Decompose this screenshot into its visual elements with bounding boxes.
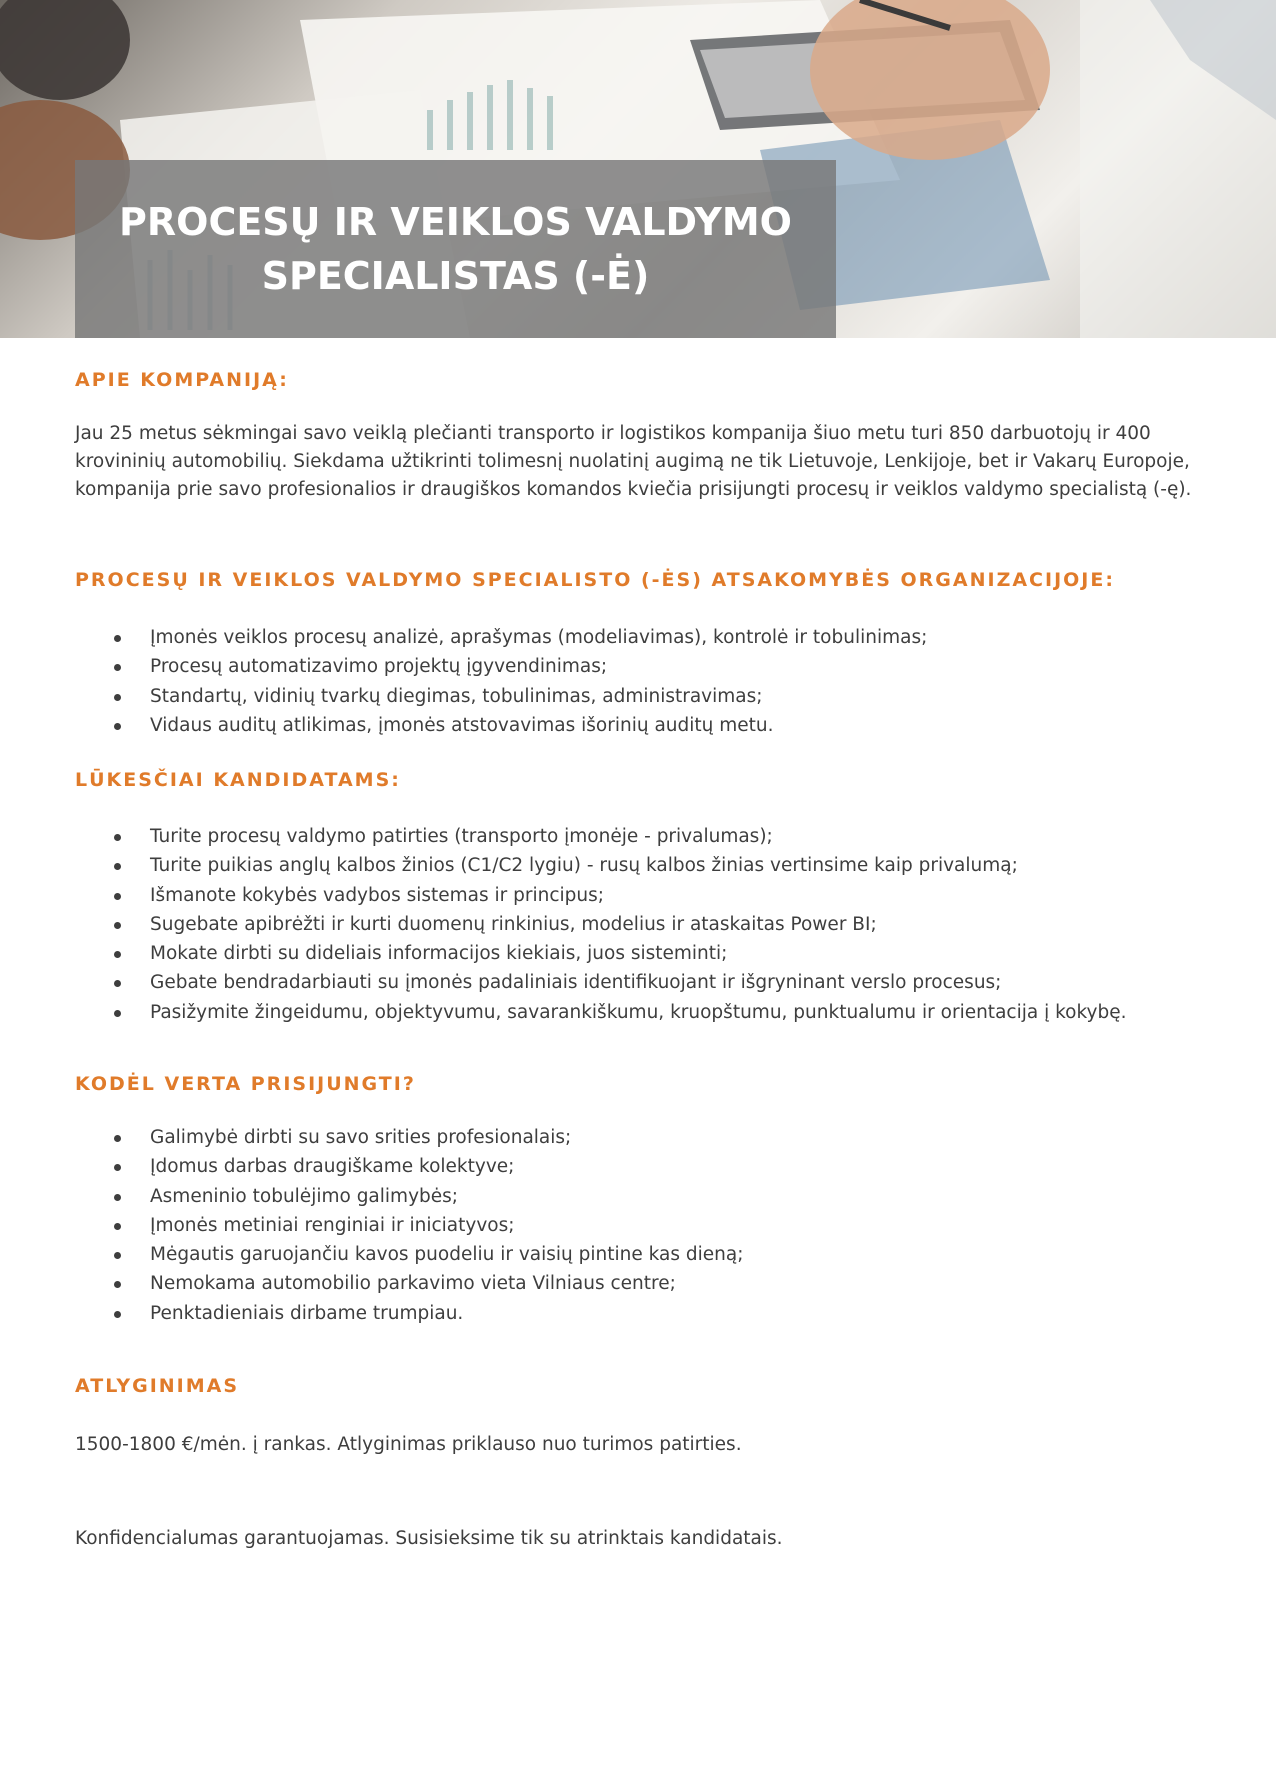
about-heading: APIE KOMPANIJĄ: xyxy=(75,369,289,391)
list-item: Turite procesų valdymo patirties (transporto įmonėje - privalumas); xyxy=(75,822,1215,851)
list-item: Įmonės metiniai renginiai ir iniciatyvos; xyxy=(75,1211,1215,1240)
expectations-list xyxy=(75,822,1215,1027)
list-item: Pasižymite žingeidumu, objektyvumu, savarankiškumu, kruopštumu, punktualumu ir orientacija į kokybę. xyxy=(75,998,1215,1027)
about-text-block xyxy=(75,420,1215,504)
list-item: Įmonės veiklos procesų analizė, aprašymas (modeliavimas), kontrolė ir tobulinimas; xyxy=(75,623,1215,652)
list-item: Procesų automatizavimo projektų įgyvendinimas; xyxy=(75,652,1215,681)
list-item: Sugebate apibrėžti ir kurti duomenų rinkinius, modelius ir ataskaitas Power BI; xyxy=(75,910,1215,939)
expectations-heading: LŪKESČIAI KANDIDATAMS: xyxy=(75,769,401,791)
list-item: Penktadieniais dirbame trumpiau. xyxy=(75,1299,1215,1328)
benefits-list-block xyxy=(75,1123,1215,1328)
about-section xyxy=(75,368,1215,392)
list-item: Turite puikias anglų kalbos žinios (C1/C2 lygiu) - rusų kalbos žinias vertinsime kaip privalumą; xyxy=(75,851,1215,880)
title-banner xyxy=(75,160,836,338)
list-item: Standartų, vidinių tvarkų diegimas, tobulinimas, administravimas; xyxy=(75,682,1215,711)
page-title-line-2: SPECIALISTAS (-Ė) xyxy=(261,254,650,298)
expectations-section xyxy=(75,768,1215,792)
responsibilities-list xyxy=(75,623,1215,740)
list-item: Nemokama automobilio parkavimo vieta Vilniaus centre; xyxy=(75,1269,1215,1298)
list-item: Vidaus auditų atlikimas, įmonės atstovavimas išorinių auditų metu. xyxy=(75,711,1215,740)
expectations-list-block xyxy=(75,822,1215,1027)
footer-note-block xyxy=(75,1525,1215,1553)
list-item: Mokate dirbti su dideliais informacijos kiekiais, juos sisteminti; xyxy=(75,939,1215,968)
benefits-heading: KODĖL VERTA PRISIJUNGTI? xyxy=(75,1073,416,1095)
confidentiality-note: Konfidencialumas garantuojamas. Susisieksime tik su atrinktais kandidatais. xyxy=(75,1528,783,1549)
responsibilities-section xyxy=(75,568,1215,592)
salary-text-block xyxy=(75,1431,1215,1459)
list-item: Galimybė dirbti su savo srities profesionalais; xyxy=(75,1123,1215,1152)
about-text: Jau 25 metus sėkmingai savo veiklą plečianti transporto ir logistikos kompanija šiuo metu turi 850 darbuotojų ir 400 krovininių automobilių. Siekdama užtikrinti tolimesnį nuolatinį augimą ne tik Lietuvoje, Lenkijoje, bet ir Vakarų Europoje, kompanija prie savo profesionalios ir draugiškos komandos kviečia prisijungti procesų ir veiklos valdymo specialistą (-ę). xyxy=(75,423,1192,500)
salary-heading: ATLYGINIMAS xyxy=(75,1375,240,1397)
salary-section xyxy=(75,1374,1215,1398)
page-title-line-1: PROCESŲ IR VEIKLOS VALDYMO xyxy=(119,200,792,244)
benefits-list xyxy=(75,1123,1215,1328)
responsibilities-heading: PROCESŲ IR VEIKLOS VALDYMO SPECIALISTO (-ĖS) ATSAKOMYBĖS ORGANIZACIJOJE: xyxy=(75,569,1115,591)
list-item: Įdomus darbas draugiškame kolektyve; xyxy=(75,1152,1215,1181)
list-item: Asmeninio tobulėjimo galimybės; xyxy=(75,1182,1215,1211)
hero-image xyxy=(0,0,1276,338)
list-item: Gebate bendradarbiauti su įmonės padaliniais identifikuojant ir išgryninant verslo procesus; xyxy=(75,968,1215,997)
responsibilities-list-block xyxy=(75,623,1215,740)
list-item: Išmanote kokybės vadybos sistemas ir principus; xyxy=(75,881,1215,910)
benefits-section xyxy=(75,1072,1215,1096)
list-item: Mėgautis garuojančiu kavos puodeliu ir vaisių pintine kas dieną; xyxy=(75,1240,1215,1269)
salary-text: 1500-1800 €/mėn. į rankas. Atlyginimas priklauso nuo turimos patirties. xyxy=(75,1434,742,1455)
